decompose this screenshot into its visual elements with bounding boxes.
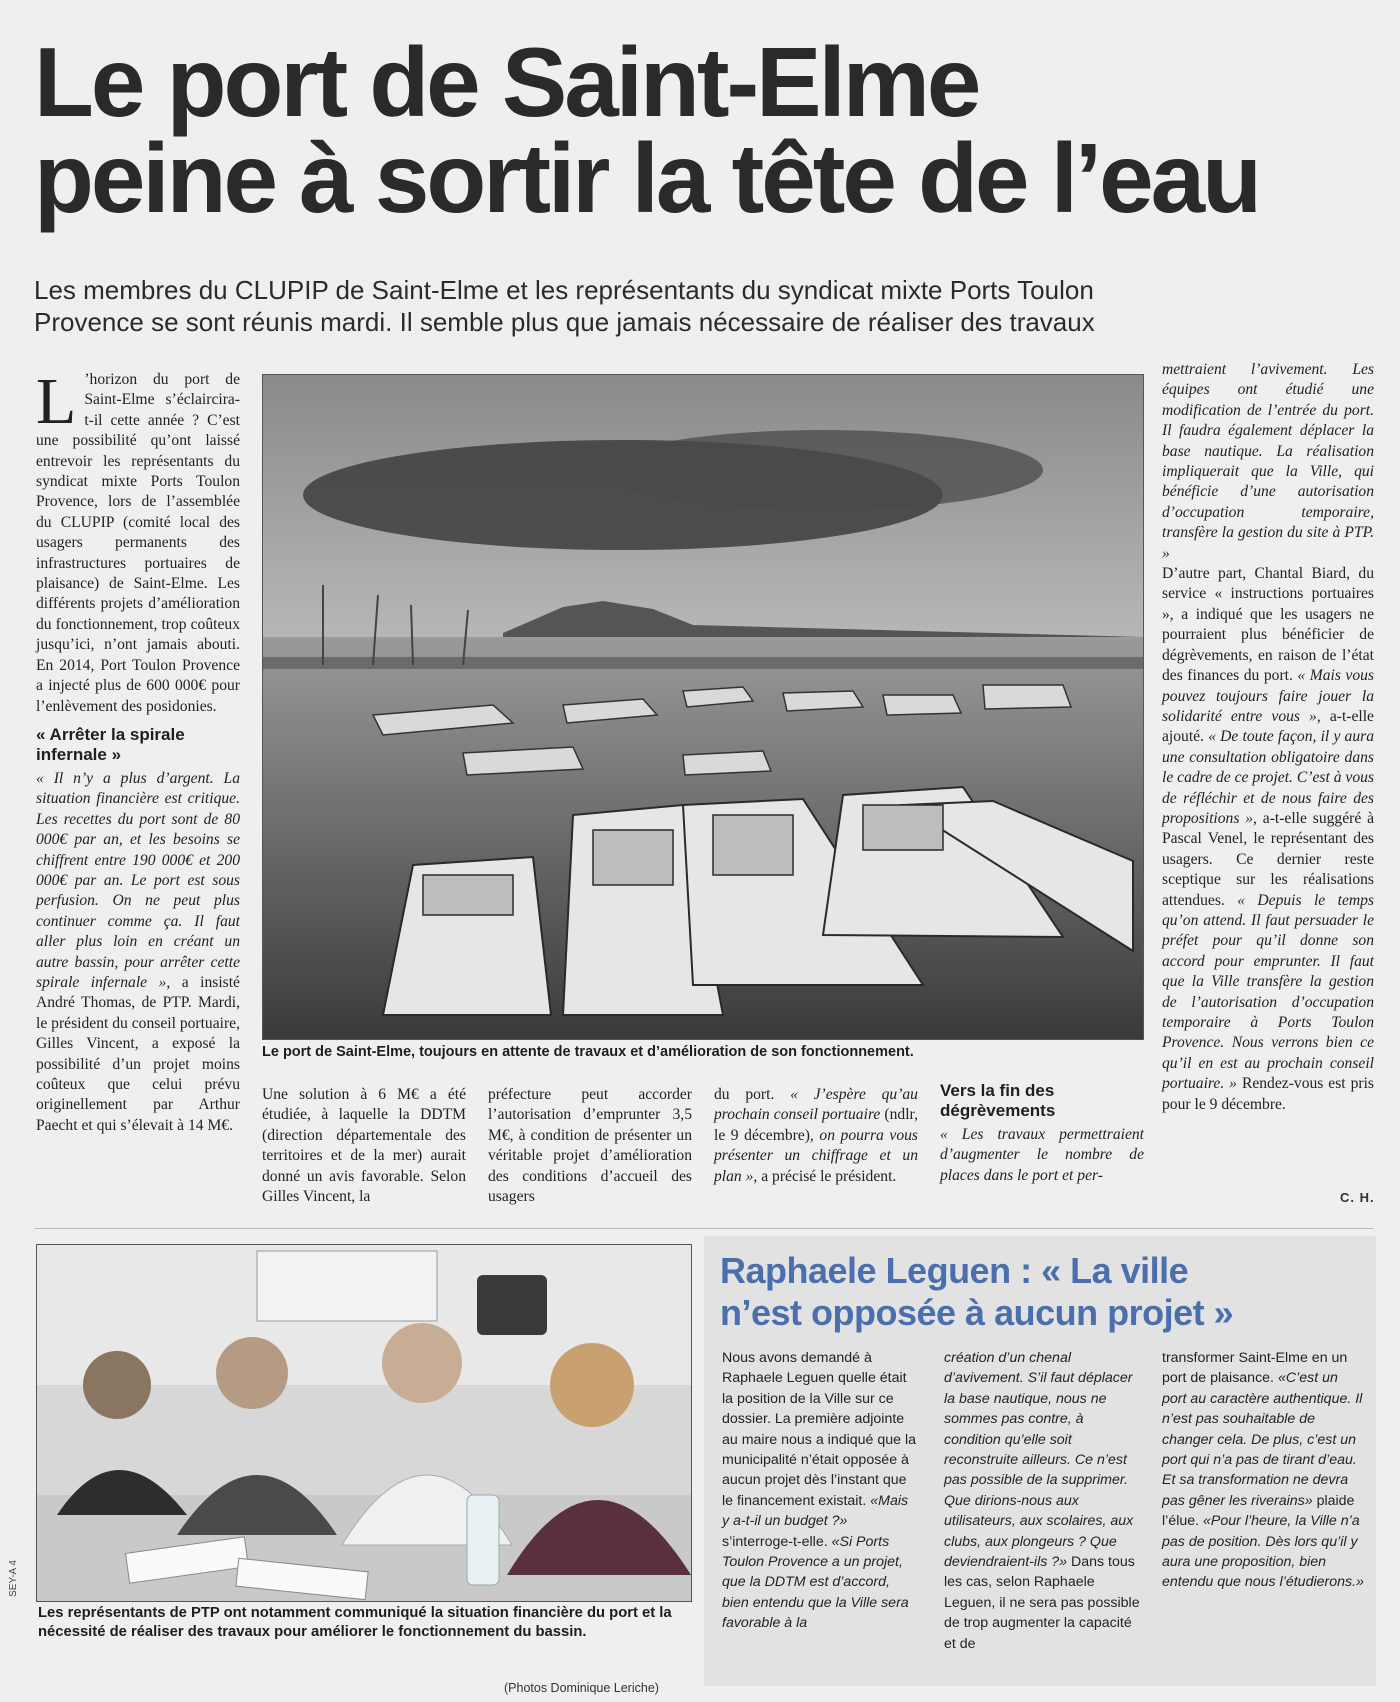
deck-line-2: Provence se sont réunis mardi. Il semble plus que jamais nécessaire de réaliser des travaux [34,307,1095,337]
headline [34,27,1374,233]
photo-credit: (Photos Dominique Leriche) [504,1681,659,1695]
page-folio: SEY-A 4 [8,1560,19,1597]
deck [34,274,1364,338]
article-column-4: du port. « J’espère qu’au prochain conseil portuaire (ndlr, le 9 décembre), on pourra vous présenter un chiffrage et un plan », a précisé le président. [714,1086,919,1185]
paragraph-ptp: « Il n’y a plus d’argent. La situation financière est critique. Les recettes du port sont de 80 000€ par an, et les besoins se chiffrent entre 190 000€ et 200 000€ par an. Le port est sous perfusion. On ne peut plus continuer comme ça. Il faut aller plus loin en créant un autre bassin, pour arrêter cette spirale infernale », a insisté André Thomas, de PTP. Mardi, le président du conseil portuaire, Gilles Vincent, a exposé la possibilité d’un projet moins coûteux que celui prévu originellement par Arthur Paecht et qui s’élevait à 14 M€. [36,769,240,1134]
article-column-5: Vers la fin des dégrèvements « Les travaux permettraient d’augmenter le nombre de places dans le port et per- [940,1081,1144,1184]
article-column-2: Une solution à 6 M€ a été étudiée, à laquelle la DDTM (direction départementale des territoires et de la mer) aurait donné un avis favorable. Selon Gilles Vincent, la [262,1086,466,1206]
sidebar-title [720,1250,1370,1334]
drop-cap: L [36,365,77,438]
article-column-6: mettraient l’avivement. Les équipes ont étudié une modification de l’entrée du port. Il faudra également déplacer la base nautique. La réalisation impliquerait que la Ville, qui bénéficie d’une autorisation d’occupation temporaire, transfère la gestion du site à PTP. » D’autre part, Chantal Biard, du service « instructions portuaires », a indiqué que les usagers ne pourraient plus bénéficier de dégrèvements, en raison de l’état des finances du port. « Mais vous pouvez toujours faire jouer la solidarité entre vous », a-t-elle ajouté. « De toute façon, il y aura une consultation obligatoire dans le cadre de ce projet. C’est à vous de réfléchir et de nous faire des propositions », a-t-elle suggéré à Pascal Venel, le représentant des usagers. Ce dernier reste sceptique sur les réalisations attendues. « Depuis le temps qu’on attend. Il faut persuader le préfet pour qu’il donne son accord pour emprunter. Il faut que la Ville transfère la gestion de l’autorisation d’occupation temporaire à Ports Toulon Provence. Nous verrons bien ce qu’il en est au prochain conseil portuaire. » Rendez-vous est pris pour le 9 décembre. [1162,361,1375,1113]
sidebar-column-3: transformer Saint-Elme en un port de plaisance. «C’est un port au caractère authentique. Il n’est pas souhaitable de changer cela. De plus, c’est un port qui n’a pas de tirant d’eau. Et sa transformation ne devra pas gêner les riverains» plaide l’élue. «Pour l’heure, la Ville n’a pas de position. Dès lors qu’il y aura une proposition, bien entendu que nous l’étudierons.» [1162,1350,1364,1591]
meeting-photo-caption: Les représentants de PTP ont notamment communiqué la situation financière du port et la nécessité de réaliser des travaux pour améliorer le fonctionnement du bassin. [38,1605,672,1640]
main-photo-caption: Le port de Saint-Elme, toujours en attente de travaux et d’amélioration de son fonctionnement. [262,1044,914,1060]
subhead-spirale: « Arrêter la spirale infernale » [36,724,185,764]
sidebar-title-line-1: Raphaele Leguen : « La ville [720,1250,1189,1291]
harbor-photo-illustration [263,375,1143,1039]
sidebar-column-1: Nous avons demandé à Raphaele Leguen quelle était la position de la Ville sur ce dossier. La première adjointe au maire nous a indiqué que la municipalité n’était opposée à aucun projet dès l’instant que le financement existait. «Mais y a-t-il un budget ?» s’interroge-t-elle. «Si Ports Toulon Provence a un projet, que la DDTM est d’accord, bien entendu que la Ville sera favorable à la [722,1350,917,1632]
section-divider [34,1228,1374,1229]
harbor-photo [262,374,1144,1040]
deck-line-1: Les membres du CLUPIP de Saint-Elme et les représentants du syndicat mixte Ports Toulon [34,275,1094,305]
lead-paragraph: L ’horizon du port de Saint-Elme s’éclaircira-t-il cette année ? C’est une possibilité qu’ont laissé entrevoir les représentants du syndicat mixte Ports Toulon Provence, lors de l’assemblée du CLUPIP (comité local des usagers permanents des infrastructures portuaires de plaisance) de Saint-Elme. Les différents projets d’amélioration du fonctionnement, trop coûteux jusqu’ici, n’ont jamais abouti. En 2014, Port Toulon Provence a injecté plus de 600 000€ pour l’enlèvement des posidonies. [36,365,240,715]
article-column-3: préfecture peut accorder l’autorisation d’emprunter 3,5 M€, à condition de présenter un véritable projet d’amélioration des conditions d’accueil des usagers [488,1086,692,1206]
author-signature: C. H. [1340,1190,1375,1205]
subhead-degrevements: Vers la fin des dégrèvements [940,1081,1056,1120]
headline-line-2: peine à sortir la tête de l’eau [34,123,1260,233]
meeting-photo-illustration [37,1245,691,1601]
article-column-1 [36,365,240,1136]
sidebar-column-2: création d’un chenal d’avivement. S’il faut déplacer la base nautique, nous ne sommes pas contre, à condition qu’elle soit reconstruite ailleurs. Ce n’est pas possible de la supprimer. Que dirions-nous aux utilisateurs, aux scolaires, aux clubs, aux plongeurs ? Que deviendraient-ils ?» Dans tous les cas, selon Raphaele Leguen, il ne sera pas possible de trop augmenter la capacité et de [944,1350,1140,1652]
headline-line-1: Le port de Saint-Elme [34,27,979,137]
sidebar-title-line-2: n’est opposée à aucun projet » [720,1292,1234,1333]
meeting-photo [36,1244,692,1602]
